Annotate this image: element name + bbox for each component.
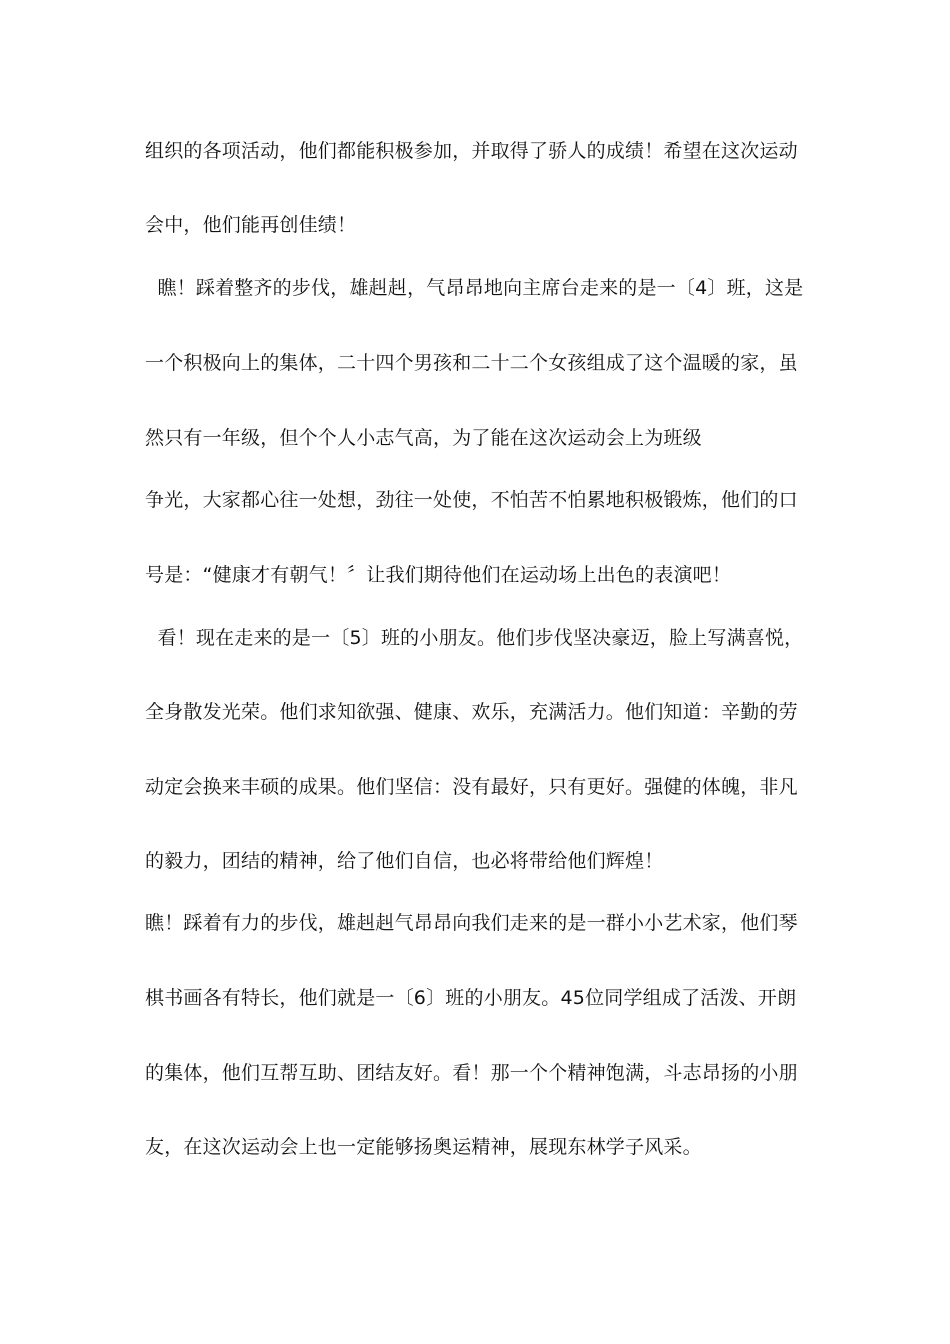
text-line: 号是：“健康才有朝气！〞让我们期待他们在运动场上出色的表演吧！ bbox=[145, 564, 732, 586]
text-line: 友，在这次运动会上也一定能够扬奥运精神，展现东林学子风采。 bbox=[145, 1136, 702, 1158]
text-line: 瞧！踩着有力的步伐，雄赳赳气昂昂向我们走来的是一群小小艺术家，他们琴 bbox=[145, 912, 798, 934]
text-line: 动定会换来丰硕的成果。他们坚信：没有最好，只有更好。强健的体魄，非凡 bbox=[145, 776, 798, 798]
text-line: 然只有一年级，但个个人小志气高，为了能在这次运动会上为班级 bbox=[145, 427, 702, 449]
text-line: 看！现在走来的是一〔5〕班的小朋友。他们步伐坚决豪迈，脸上写满喜悦， bbox=[145, 627, 804, 649]
text-line: 一个积极向上的集体，二十四个男孩和二十二个女孩组成了这个温暖的家，虽 bbox=[145, 352, 798, 374]
text-line: 棋书画各有特长，他们就是一〔6〕班的小朋友。45位同学组成了活泼、开朗 bbox=[145, 987, 797, 1009]
text-line: 的毅力，团结的精神，给了他们自信，也必将带给他们辉煌！ bbox=[145, 850, 664, 872]
text-line: 组织的各项活动，他们都能积极参加，并取得了骄人的成绩！希望在这次运动 bbox=[145, 140, 798, 162]
text-line: 争光，大家都心往一处想，劲往一处使，不怕苦不怕累地积极锻炼，他们的口 bbox=[145, 489, 798, 511]
text-line: 全身散发光荣。他们求知欲强、健康、欢乐，充满活力。他们知道：辛勤的劳 bbox=[145, 701, 798, 723]
text-line: 会中，他们能再创佳绩！ bbox=[145, 214, 357, 236]
text-line: 的集体，他们互帮互助、团结友好。看！那一个个精神饱满，斗志昂扬的小朋 bbox=[145, 1062, 798, 1084]
text-line: 瞧！踩着整齐的步伐，雄赳赳，气昂昂地向主席台走来的是一〔4〕班，这是 bbox=[145, 277, 804, 299]
